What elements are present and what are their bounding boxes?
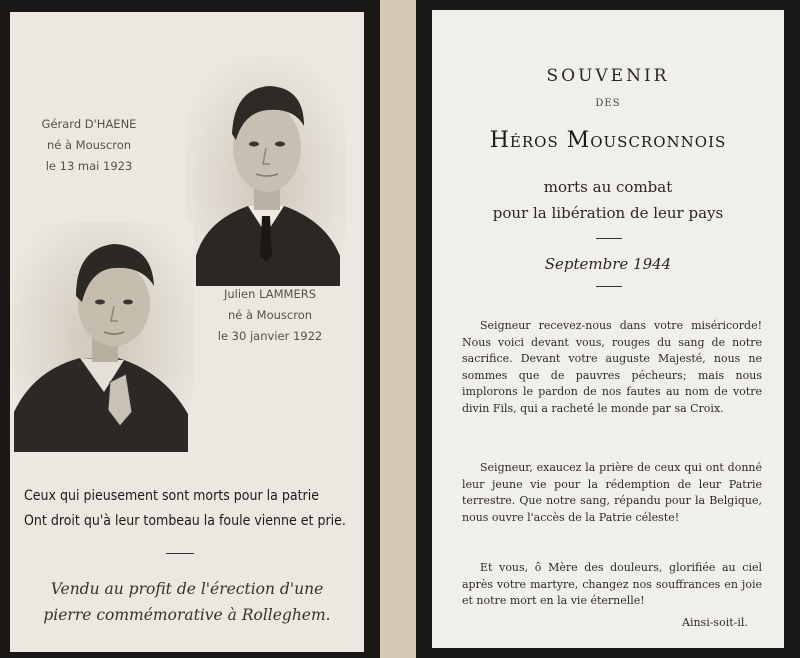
subtitle-line-1: morts au combat [543,178,673,196]
poem-line-2: Ont droit qu'à leur tombeau la foule vienne et prie. [24,513,346,529]
prayer-paragraph-3: Et vous, ô Mère des douleurs, glorifiée au ciel après votre martyre, changez nos souffrances en joie et notre mort en la vie éternelle! [462,561,762,607]
heros-title: Héros Mouscronnois [489,128,727,153]
left-card-paper [10,12,364,652]
right-divider-bottom [596,286,622,287]
date-label: Septembre 1944 [544,255,672,273]
person2-info [200,284,340,347]
souvenir-title: SOUVENIR [546,66,670,86]
footer-line-1: Vendu au profit de l'érection d'une [50,580,324,598]
amen-label: Ainsi-soit-il. [682,616,748,629]
footer-line-2: pierre commémorative à Rolleghem. [43,606,331,624]
left-divider [166,553,194,554]
portrait-photo-gerard [14,222,194,452]
portrait-photo-julien [186,56,346,286]
prayer-paragraph-2: Seigneur, exaucez la prière de ceux qui ont donné leur jeune vie pour la rédemption de leur Patrie terrestre. Que notre sang, répandu pour la Belgique, nous ouvre l'accès de la Patrie céleste! [462,461,762,524]
right-card-paper [432,10,784,648]
card-gutter [380,0,416,658]
person1-date: le 13 mai 1923 [45,159,133,173]
des-label: DES [595,98,621,109]
right-memorial-card [416,0,800,658]
prayer-paragraph-1: Seigneur recevez-nous dans votre miséricorde! Nous voici devant vous, rouges du sang de notre sacrifice. Devant votre auguste Majesté, nous ne sommes que de pauvres pécheurs; mais nous implorons le pardon de nos fautes au nom de votre divin Fils, qui a racheté le monde par sa Croix. [462,319,762,415]
person1-info [34,114,144,177]
poem-line-1: Ceux qui pieusement sont morts pour la patrie [24,488,319,504]
subtitle-line-2: pour la libération de leur pays [492,204,724,222]
right-divider-top [596,238,622,239]
left-memorial-card [0,0,380,658]
person2-name: Julien LAMMERS [223,287,317,301]
person2-date: le 30 janvier 1922 [217,329,323,343]
person1-name: Gérard D'HAENE [41,117,137,131]
person1-born: né à Mouscron [46,138,132,152]
person2-born: né à Mouscron [227,308,313,322]
